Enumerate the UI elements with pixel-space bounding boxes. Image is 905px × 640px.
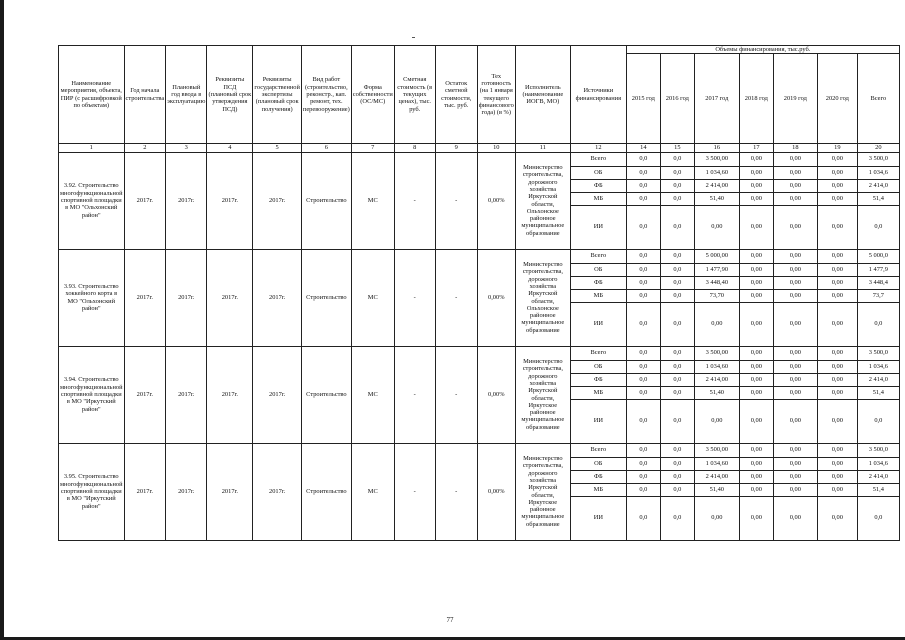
executor: Министерство строительства, дорожного хозяйства Иркутской области, Иркутское районное муниципальное образование — [515, 443, 570, 540]
funding-value: 0,0 — [660, 166, 694, 179]
funding-value: 0,0 — [626, 276, 660, 289]
header-year-2018: 2018 год — [739, 54, 773, 144]
funding-value: 0,0 — [660, 263, 694, 276]
funding-value: 0,00 — [739, 373, 773, 386]
scan-edge-left — [0, 0, 4, 640]
funding-value: 2 414,00 — [694, 373, 739, 386]
funding-value: 0,0 — [626, 192, 660, 205]
ownership: МС — [351, 443, 394, 540]
funding-value: 0,00 — [773, 249, 817, 263]
funding-value: 0,00 — [739, 457, 773, 470]
funding-value: 51,40 — [694, 483, 739, 496]
funding-value: 0,0 — [626, 302, 660, 346]
funding-value: 1 034,6 — [857, 360, 899, 373]
funding-value: 3 500,00 — [694, 152, 739, 166]
funding-value: 0,0 — [660, 470, 694, 483]
funding-value: 3 448,4 — [857, 276, 899, 289]
work-type: Строительство — [301, 249, 351, 346]
financing-table — [58, 45, 900, 541]
funding-value: 5 000,0 — [857, 249, 899, 263]
ownership: МС — [351, 152, 394, 249]
funding-value: 0,00 — [773, 302, 817, 346]
funding-value: 0,00 — [773, 470, 817, 483]
column-number: 5 — [253, 144, 302, 152]
column-number: 1 — [59, 144, 125, 152]
funding-value: 0,00 — [739, 166, 773, 179]
column-number: 11 — [515, 144, 570, 152]
funding-value: 0,00 — [739, 192, 773, 205]
header-year-plan: Плановый год ввода в эксплуатацию — [166, 46, 207, 144]
funding-value: 2 414,00 — [694, 179, 739, 192]
column-number: 8 — [394, 144, 435, 152]
funding-value: 0,0 — [660, 179, 694, 192]
funding-source: ФБ — [570, 470, 626, 483]
funding-value: 0,00 — [694, 302, 739, 346]
ownership: МС — [351, 346, 394, 443]
funding-value: 3 500,0 — [857, 152, 899, 166]
funding-value: 0,00 — [817, 483, 857, 496]
funding-value: 0,0 — [626, 249, 660, 263]
funding-value: 0,0 — [857, 399, 899, 443]
funding-source: ОБ — [570, 263, 626, 276]
funding-value: 0,00 — [739, 205, 773, 249]
funding-value: 0,00 — [739, 302, 773, 346]
funding-value: 0,00 — [739, 276, 773, 289]
funding-value: 0,00 — [817, 457, 857, 470]
funding-value: 0,00 — [739, 386, 773, 399]
funding-value: 0,00 — [773, 263, 817, 276]
expertise-date: 2017г. — [253, 152, 302, 249]
estimate: - — [394, 443, 435, 540]
funding-value: 73,70 — [694, 289, 739, 302]
funding-value: 0,00 — [739, 360, 773, 373]
funding-value: 0,00 — [773, 457, 817, 470]
funding-value: 0,0 — [660, 457, 694, 470]
header-year-2019: 2019 год — [773, 54, 817, 144]
funding-value: 0,0 — [660, 289, 694, 302]
funding-value: 0,0 — [660, 276, 694, 289]
funding-source: ОБ — [570, 457, 626, 470]
funding-value: 0,00 — [817, 443, 857, 457]
funding-value: 0,00 — [773, 483, 817, 496]
funding-value: 0,00 — [817, 399, 857, 443]
funding-value: 2 414,0 — [857, 470, 899, 483]
funding-value: 0,0 — [626, 373, 660, 386]
funding-value: 0,00 — [773, 496, 817, 540]
expertise-date: 2017г. — [253, 249, 302, 346]
column-number: 14 — [626, 144, 660, 152]
funding-value: 0,00 — [817, 263, 857, 276]
funding-value: 0,0 — [626, 360, 660, 373]
funding-value: 0,00 — [739, 470, 773, 483]
psd-date: 2017г. — [207, 346, 253, 443]
funding-value: 0,00 — [739, 443, 773, 457]
table-row — [59, 249, 900, 263]
funding-value: 0,00 — [817, 496, 857, 540]
header-year-2020: 2020 год — [817, 54, 857, 144]
funding-value: 3 500,00 — [694, 346, 739, 360]
funding-value: 0,0 — [660, 399, 694, 443]
table-row — [59, 443, 900, 457]
funding-source: ФБ — [570, 179, 626, 192]
funding-value: 3 500,0 — [857, 443, 899, 457]
funding-value: 0,00 — [817, 276, 857, 289]
header-readiness: Тех готовность (на 1 января текущего финансового года) (в %) — [477, 46, 515, 144]
executor: Министерство строительства, дорожного хозяйства Иркутской области, Иркутское районное муниципальное образование — [515, 346, 570, 443]
year-start: 2017г. — [124, 152, 166, 249]
funding-value: 0,00 — [817, 152, 857, 166]
funding-value: 0,00 — [817, 192, 857, 205]
page-number: 77 — [446, 616, 454, 624]
column-number: 10 — [477, 144, 515, 152]
funding-value: 0,00 — [739, 496, 773, 540]
funding-value: 0,0 — [660, 386, 694, 399]
funding-value: 0,0 — [660, 496, 694, 540]
funding-value: 0,00 — [773, 386, 817, 399]
funding-value: 3 448,40 — [694, 276, 739, 289]
estimate: - — [394, 249, 435, 346]
funding-value: 0,00 — [694, 399, 739, 443]
header-executor: Исполнитель (наименование ИОГВ, МО) — [515, 46, 570, 144]
funding-value: 51,4 — [857, 192, 899, 205]
funding-value: 0,00 — [817, 289, 857, 302]
funding-value: 0,0 — [626, 470, 660, 483]
funding-source: МБ — [570, 483, 626, 496]
year-plan: 2017г. — [166, 249, 207, 346]
expertise-date: 2017г. — [253, 346, 302, 443]
funding-source: ИИ — [570, 399, 626, 443]
funding-value: 0,0 — [626, 483, 660, 496]
funding-value: 0,0 — [626, 457, 660, 470]
header-year-2017: 2017 год — [694, 54, 739, 144]
funding-value: 0,00 — [817, 166, 857, 179]
column-number: 16 — [694, 144, 739, 152]
psd-date: 2017г. — [207, 443, 253, 540]
year-start: 2017г. — [124, 249, 166, 346]
funding-value: 0,0 — [660, 249, 694, 263]
readiness: 0,00% — [477, 152, 515, 249]
funding-value: 0,00 — [773, 166, 817, 179]
executor: Министерство строительства, дорожного хозяйства Иркутской области, Ольхонское районное муниципальное образование — [515, 249, 570, 346]
ownership: МС — [351, 249, 394, 346]
header-row-top — [59, 46, 900, 54]
table-row — [59, 346, 900, 360]
funding-value: 0,0 — [626, 205, 660, 249]
funding-value: 0,00 — [773, 276, 817, 289]
funding-value: 0,0 — [626, 152, 660, 166]
funding-value: 0,0 — [660, 360, 694, 373]
funding-value: 1 034,60 — [694, 166, 739, 179]
funding-source: Всего — [570, 249, 626, 263]
funding-value: 0,0 — [660, 346, 694, 360]
remaining: - — [435, 249, 477, 346]
remaining: - — [435, 346, 477, 443]
funding-value: 0,00 — [817, 249, 857, 263]
work-type: Строительство — [301, 346, 351, 443]
funding-value: 0,00 — [739, 179, 773, 192]
readiness: 0,00% — [477, 346, 515, 443]
funding-value: 0,00 — [739, 289, 773, 302]
funding-value: 0,00 — [773, 360, 817, 373]
document-sheet — [58, 45, 900, 541]
work-type: Строительство — [301, 443, 351, 540]
column-number: 3 — [166, 144, 207, 152]
funding-value: 0,00 — [773, 205, 817, 249]
header-sources: Источники финансирования — [570, 46, 626, 144]
funding-value: 1 477,90 — [694, 263, 739, 276]
funding-value: 0,00 — [739, 483, 773, 496]
funding-value: 0,00 — [817, 386, 857, 399]
column-number: 15 — [660, 144, 694, 152]
funding-value: 0,0 — [626, 496, 660, 540]
funding-value: 0,0 — [626, 386, 660, 399]
funding-value: 0,0 — [626, 263, 660, 276]
funding-source: ОБ — [570, 360, 626, 373]
readiness: 0,00% — [477, 249, 515, 346]
header-psd: Реквизиты ПСД (плановый срок утверждения ПСД) — [207, 46, 253, 144]
funding-source: МБ — [570, 192, 626, 205]
funding-value: 1 477,9 — [857, 263, 899, 276]
scan-speck — [412, 37, 415, 38]
psd-date: 2017г. — [207, 152, 253, 249]
psd-date: 2017г. — [207, 249, 253, 346]
readiness: 0,00% — [477, 443, 515, 540]
funding-value: 0,0 — [857, 205, 899, 249]
funding-value: 0,0 — [660, 205, 694, 249]
project-name: 3.95. Строительство многофункциональной спортивной площадки в МО "Иркутский район" — [59, 443, 125, 540]
funding-value: 0,00 — [773, 179, 817, 192]
funding-value: 51,40 — [694, 192, 739, 205]
funding-value: 0,00 — [739, 399, 773, 443]
funding-value: 0,0 — [626, 443, 660, 457]
header-expertise: Реквизиты государственной экспертизы (плановый срок получения) — [253, 46, 302, 144]
header-year-start: Год начала строительства — [124, 46, 166, 144]
funding-value: 0,00 — [773, 346, 817, 360]
funding-value: 1 034,60 — [694, 360, 739, 373]
column-number: 4 — [207, 144, 253, 152]
funding-value: 0,00 — [817, 470, 857, 483]
funding-value: 0,00 — [773, 443, 817, 457]
funding-value: 0,00 — [694, 205, 739, 249]
funding-source: ИИ — [570, 496, 626, 540]
funding-value: 0,00 — [773, 152, 817, 166]
funding-value: 51,4 — [857, 483, 899, 496]
funding-value: 0,00 — [817, 205, 857, 249]
year-start: 2017г. — [124, 443, 166, 540]
funding-value: 0,00 — [739, 249, 773, 263]
year-plan: 2017г. — [166, 152, 207, 249]
funding-source: МБ — [570, 386, 626, 399]
funding-value: 0,0 — [626, 179, 660, 192]
funding-value: 0,00 — [773, 373, 817, 386]
funding-value: 0,0 — [626, 289, 660, 302]
funding-source: Всего — [570, 152, 626, 166]
funding-value: 0,0 — [660, 302, 694, 346]
year-plan: 2017г. — [166, 346, 207, 443]
funding-value: 0,00 — [773, 289, 817, 302]
funding-source: ФБ — [570, 276, 626, 289]
funding-source: ИИ — [570, 302, 626, 346]
funding-value: 0,0 — [660, 152, 694, 166]
column-number: 6 — [301, 144, 351, 152]
funding-value: 0,00 — [739, 346, 773, 360]
funding-value: 0,00 — [773, 192, 817, 205]
funding-value: 73,7 — [857, 289, 899, 302]
column-number: 12 — [570, 144, 626, 152]
remaining: - — [435, 152, 477, 249]
funding-source: ИИ — [570, 205, 626, 249]
header-remaining: Остаток сметной стоимости, тыс. руб. — [435, 46, 477, 144]
estimate: - — [394, 346, 435, 443]
funding-value: 51,4 — [857, 386, 899, 399]
funding-value: 1 034,60 — [694, 457, 739, 470]
funding-value: 0,00 — [694, 496, 739, 540]
funding-value: 0,0 — [857, 496, 899, 540]
funding-value: 0,0 — [626, 346, 660, 360]
column-number: 17 — [739, 144, 773, 152]
funding-value: 0,00 — [739, 152, 773, 166]
funding-value: 0,0 — [660, 483, 694, 496]
header-year-2015: 2015 год — [626, 54, 660, 144]
column-number-row — [59, 144, 900, 152]
funding-value: 1 034,6 — [857, 166, 899, 179]
funding-value: 1 034,6 — [857, 457, 899, 470]
funding-value: 2 414,00 — [694, 470, 739, 483]
funding-value: 0,00 — [817, 360, 857, 373]
funding-value: 0,00 — [739, 263, 773, 276]
funding-value: 0,0 — [857, 302, 899, 346]
expertise-date: 2017г. — [253, 443, 302, 540]
funding-value: 0,00 — [817, 373, 857, 386]
estimate: - — [394, 152, 435, 249]
funding-source: ОБ — [570, 166, 626, 179]
funding-value: 0,0 — [660, 192, 694, 205]
project-name: 3.93. Строительство хоккейного корта в МО "Ольхонский район" — [59, 249, 125, 346]
table-row — [59, 152, 900, 166]
remaining: - — [435, 443, 477, 540]
column-number: 9 — [435, 144, 477, 152]
funding-value: 0,00 — [817, 179, 857, 192]
funding-value: 3 500,0 — [857, 346, 899, 360]
funding-value: 5 000,00 — [694, 249, 739, 263]
funding-value: 2 414,0 — [857, 373, 899, 386]
funding-value: 3 500,00 — [694, 443, 739, 457]
funding-source: Всего — [570, 346, 626, 360]
funding-source: ФБ — [570, 373, 626, 386]
project-name: 3.94. Строительство многофункциональной спортивной площадки в МО "Иркутский район" — [59, 346, 125, 443]
header-ownership: Форма собственности (ОС/МС) — [351, 46, 394, 144]
column-number: 7 — [351, 144, 394, 152]
year-start: 2017г. — [124, 346, 166, 443]
header-work-type: Вид работ (строительство, реконстр., кап. ремонт, тех. перевооружение) — [301, 46, 351, 144]
funding-source: Всего — [570, 443, 626, 457]
funding-source: МБ — [570, 289, 626, 302]
executor: Министерство строительства, дорожного хозяйства Иркутской области, Ольхонское районное муниципальное образование — [515, 152, 570, 249]
header-name: Наименование мероприятия, объекта, ПИР (с расшифровкой по объектам) — [59, 46, 125, 144]
funding-value: 2 414,0 — [857, 179, 899, 192]
funding-value: 51,40 — [694, 386, 739, 399]
header-total: Всего — [857, 54, 899, 144]
column-number: 20 — [857, 144, 899, 152]
header-year-2016: 2016 год — [660, 54, 694, 144]
header-volumes: Объемы финансирования, тыс.руб. — [626, 46, 899, 54]
column-number: 18 — [773, 144, 817, 152]
work-type: Строительство — [301, 152, 351, 249]
funding-value: 0,0 — [626, 166, 660, 179]
funding-value: 0,0 — [660, 373, 694, 386]
column-number: 19 — [817, 144, 857, 152]
column-number: 2 — [124, 144, 166, 152]
funding-value: 0,00 — [817, 346, 857, 360]
header-estimate: Сметная стоимость (в текущих ценах), тыс. руб. — [394, 46, 435, 144]
project-name: 3.92. Строительство многофункциональной спортивной площадки в МО "Ольхонский район" — [59, 152, 125, 249]
funding-value: 0,0 — [626, 399, 660, 443]
funding-value: 0,00 — [817, 302, 857, 346]
funding-value: 0,00 — [773, 399, 817, 443]
year-plan: 2017г. — [166, 443, 207, 540]
funding-value: 0,0 — [660, 443, 694, 457]
